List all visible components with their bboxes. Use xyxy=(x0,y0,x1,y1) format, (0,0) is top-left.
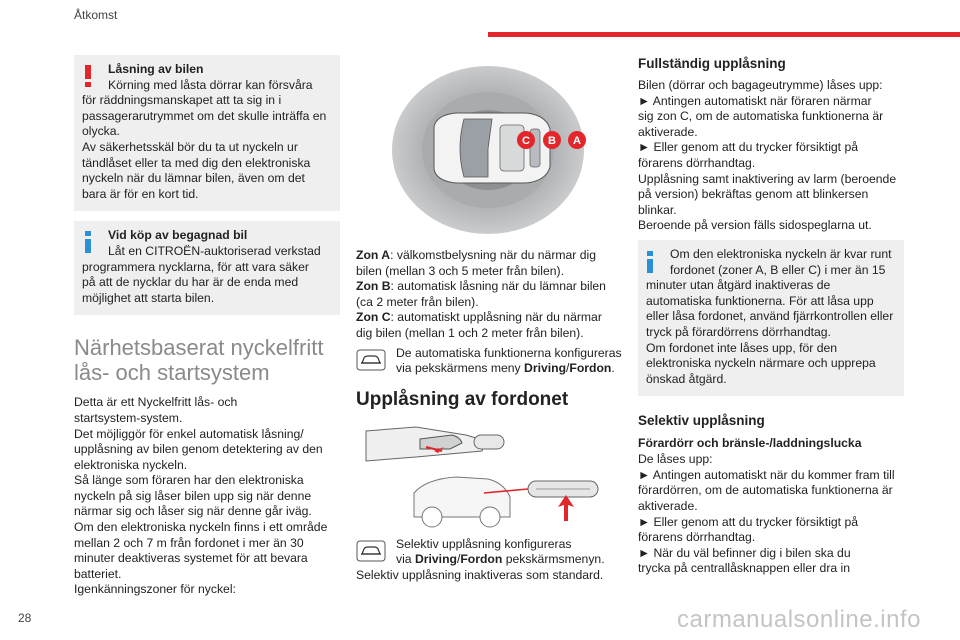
text-line: ► När du väl befinner dig i bilen ska du xyxy=(638,545,851,560)
text-line: aktiverade. xyxy=(638,499,698,514)
svg-text:B: B xyxy=(548,135,556,147)
text-line: Om den elektroniska nyckeln finns i ett område xyxy=(74,520,328,535)
text-line: ► Antingen automatiskt när föraren närmar xyxy=(638,93,872,108)
warning-title: Låsning av bilen xyxy=(108,62,204,76)
info-icon xyxy=(646,250,654,274)
zones-illustration xyxy=(356,55,622,240)
text-line: förarens dörrhandtag. xyxy=(638,530,756,545)
warning-line: passagerarutrymmet om det skulle inträffa en xyxy=(82,108,327,123)
zone-line: (ca 2 meter från bilen). xyxy=(356,294,479,309)
text-line: ► Eller genom att du trycker försiktigt på xyxy=(638,140,859,155)
text-line: sig zon C, om de automatiska funktionerna är xyxy=(638,109,884,124)
text-line: Igenkänningszoner för nyckel: xyxy=(74,582,236,597)
svg-text:A: A xyxy=(573,135,581,147)
text-line: mellan 2 och 7 m från fordonet i mer än 30 xyxy=(74,535,304,550)
zone-line: dig bilen (mellan 1 och 2 meter från bilen). xyxy=(356,325,584,340)
warning-box xyxy=(74,55,340,211)
text-line: trycka på centrallåsknappen eller dra in xyxy=(638,561,851,576)
info-icon xyxy=(82,230,94,254)
info-line: möjlighet att starta bilen. xyxy=(82,290,215,305)
note-line: De automatiska funktionerna konfigureras xyxy=(396,345,622,360)
info-line: fordonet (zoner A, B eller C) i mer än 15 xyxy=(670,262,886,277)
info-line: eller låsa fordonet, använd fjärrkontrollen eller xyxy=(646,309,894,324)
column-2 xyxy=(356,55,622,584)
car-top-view xyxy=(434,113,550,183)
selective-subheading: Förardörr och bränsle-/laddningslucka xyxy=(638,436,862,451)
text-line: Bilen (dörrar och bagageutrymme) låses upp: xyxy=(638,78,883,92)
warning-line: nyckeln när du lämnar bilen, även om det xyxy=(82,171,305,186)
selective-unlock-heading: Selektiv upplåsning xyxy=(638,413,765,429)
heading-line: Närhetsbaserat nyckelfritt xyxy=(74,335,324,361)
warning-line: tändlåset eller ta med dig den elektroniska xyxy=(82,155,311,170)
zone-line: Zon B: automatisk låsning när du lämnar bilen xyxy=(356,279,606,294)
unlock-heading: Upplåsning av fordonet xyxy=(356,388,569,410)
info-line: minuter utan åtgärd inaktiveras de xyxy=(646,278,831,293)
car-settings-icon xyxy=(356,349,386,371)
body-text xyxy=(74,395,340,598)
text-line: nyckeln på sig låser bilen upp sig när denne xyxy=(74,488,312,503)
info-line: på att de nycklar du har är de enda med xyxy=(82,275,299,290)
header-accent-bar xyxy=(488,32,960,37)
info-line: automatiska funktionerna. För att låsa upp xyxy=(646,293,874,308)
text-line: Beroende på version fälls sidospeglarna ut. xyxy=(638,218,872,233)
text-line: på version) bekräftas genom att blinkersen xyxy=(638,187,869,202)
zone-marker-b xyxy=(543,131,561,149)
zone-line: Zon A: välkomstbelysning när du närmar dig xyxy=(356,248,597,262)
info-box xyxy=(638,240,904,396)
zones-list xyxy=(356,248,622,342)
warning-line: för räddningsmanskapet att ta sig in i xyxy=(82,93,282,108)
note-line: via pekskärmens meny Driving/Fordon. xyxy=(396,361,615,376)
text-line: förardörren, om de automatiska funktionerna är xyxy=(638,483,893,498)
column-3 xyxy=(638,55,904,577)
text-line: De låses upp: xyxy=(638,452,713,467)
info-line: programmera nycklarna, för att vara säker xyxy=(82,259,309,274)
car-settings-icon xyxy=(356,540,386,562)
text-line: minuter deaktiveras systemet för att bevara xyxy=(74,551,308,566)
section-label: Åtkomst xyxy=(74,8,118,22)
full-unlock-heading: Fullständig upplåsning xyxy=(638,56,786,71)
selective-note xyxy=(356,537,622,568)
info-line: Om fordonet inte låses upp, för den xyxy=(646,340,838,355)
page-number: 28 xyxy=(18,611,32,625)
text-line: startsystem-system. xyxy=(74,410,183,425)
text-line: Det möjliggör för enkel automatisk låsning/ xyxy=(74,426,304,441)
text-line: Detta är ett Nyckelfritt lås- och xyxy=(74,395,238,410)
door-handle-illustration xyxy=(356,421,622,529)
text-line: närmar sig och låser sig när denne går iväg. xyxy=(74,504,312,519)
text-line: upplåsning av bilen genom detektering av den xyxy=(74,442,323,457)
text-line: förarens dörrhandtag. xyxy=(638,155,756,170)
warning-line: Av säkerhetsskäl bör du ta ut nyckeln ur xyxy=(82,139,298,154)
note-line: Selektiv upplåsning konfigureras xyxy=(396,536,572,551)
full-unlock-text xyxy=(638,78,904,234)
info-box xyxy=(74,221,340,315)
svg-text:C: C xyxy=(522,135,530,147)
column-1 xyxy=(74,55,340,598)
info-line: Låt en CITROËN-auktoriserad verkstad xyxy=(108,243,321,258)
info-line: elektroniska nyckeln närmare och upprepa xyxy=(646,356,876,371)
zone-marker-c xyxy=(517,131,535,149)
warning-line: Körning med låsta dörrar kan försvåra xyxy=(108,77,313,92)
text-line: elektroniska nyckeln. xyxy=(74,457,188,472)
text-line: aktiverade. xyxy=(638,124,698,139)
warning-line: bara är för en kort tid. xyxy=(82,186,199,201)
info-line: tryck på förardörrens dörrhandtag. xyxy=(646,324,831,339)
zone-marker-a xyxy=(568,131,586,149)
section-heading xyxy=(74,335,340,385)
text-line: Upplåsning samt inaktivering av larm (beroende xyxy=(638,171,897,186)
selective-text xyxy=(638,452,904,577)
info-line: Om den elektroniska nyckeln är kvar runt xyxy=(670,246,892,261)
warning-line: olycka. xyxy=(82,124,120,139)
text-line: Så länge som föraren har den elektroniska xyxy=(74,473,304,488)
watermark: carmanualsonline.info xyxy=(677,606,921,633)
note-line: via Driving/Fordon pekskärmsmenyn. xyxy=(396,552,605,567)
zone-line: Zon C: automatiskt upplåsning när du närmar xyxy=(356,310,602,325)
note-line: Selektiv upplåsning inaktiveras som standard. xyxy=(356,567,604,582)
warning-icon xyxy=(82,64,94,88)
text-line: ► Eller genom att du trycker försiktigt på xyxy=(638,514,859,529)
zone-line: bilen (mellan 3 och 5 meter från bilen). xyxy=(356,263,564,278)
heading-line: lås- och startsystem xyxy=(74,360,270,386)
settings-note xyxy=(356,346,622,377)
info-line: önskad åtgärd. xyxy=(646,371,727,386)
text-line: ► Antingen automatiskt när du kommer fram till xyxy=(638,467,895,482)
text-line: batteriet. xyxy=(74,566,122,581)
info-title: Vid köp av begagnad bil xyxy=(108,228,248,243)
text-line: blinkar. xyxy=(638,202,677,217)
